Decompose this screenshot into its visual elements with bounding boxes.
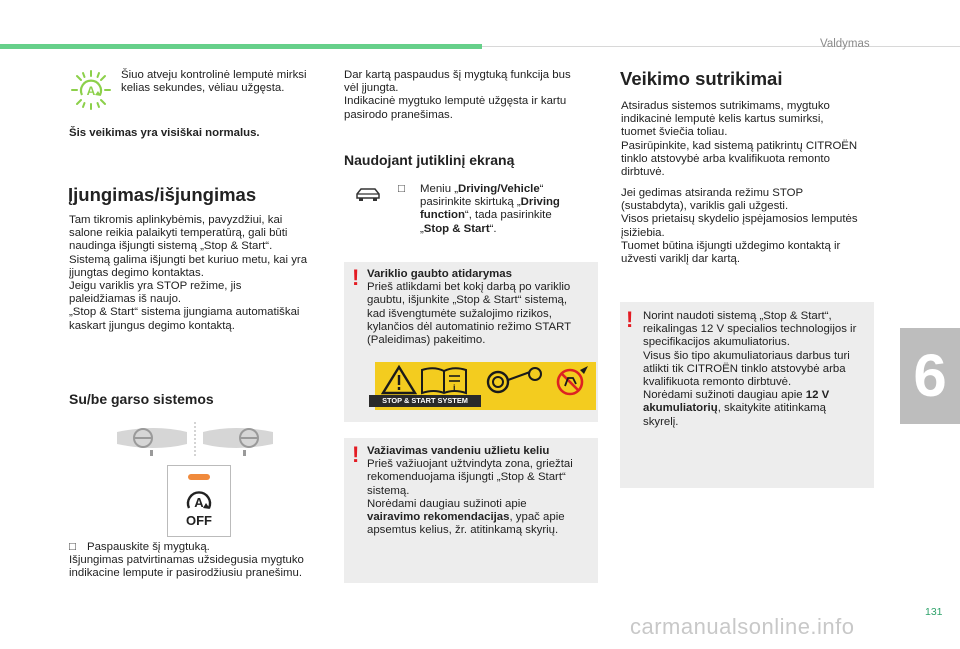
menu-line: [398, 183, 598, 196]
warning-line: skyrelį.: [643, 415, 679, 428]
paragraph-line: salone reikia palaikyti temperatūrą, gali būti: [69, 227, 288, 240]
warning-line: apsemtus kelius, žr. atitinkamą skyrių.: [367, 524, 559, 537]
bullet-icon: □: [398, 183, 405, 195]
warning-exclamation-icon: !: [352, 442, 360, 467]
paragraph-line: Jei gedimas atsiranda režimu STOP: [621, 187, 804, 199]
fault-paragraph-1: [621, 100, 883, 179]
paragraph-line: Pasirūpinkite, kad sistemą patikrintų CITROËN: [621, 139, 858, 152]
indicator-text-line: Šiuo atveju kontrolinė lemputė mirksi: [121, 69, 307, 81]
car-icon: [354, 185, 382, 205]
button-off-label: OFF: [186, 513, 212, 528]
warning-line: (Paleidimas) pakeitimo.: [367, 334, 486, 347]
warning-line: gaubtu, išjunkite „Stop & Start“ sistemą,: [367, 294, 568, 307]
warning-line: Visus šio tipo akumuliatoriaus darbus turi: [643, 349, 850, 362]
button-indicator-led: [188, 474, 210, 480]
press-bullet-text: Paspauskite šį mygtuką.: [87, 541, 210, 553]
paragraph-line: Jeigu variklis yra STOP režime, jis: [69, 280, 242, 293]
warning-line: atlikti tik CITROËN tinklo atstovybė arba: [643, 362, 846, 375]
normal-operation-note: Šis veikimas yra visiškai normalus.: [69, 127, 260, 139]
menu-text: „: [420, 222, 424, 235]
menu-driving-vehicle: Driving/Vehicle: [457, 183, 540, 195]
chapter-number: 6: [913, 342, 947, 409]
auto-stop-indicator-icon: [70, 69, 112, 111]
option-stop-start: Stop & Start: [423, 222, 490, 235]
stop-start-off-button[interactable]: [167, 465, 231, 537]
driving-recommendations-link: vairavimo rekomendacijas: [367, 511, 510, 524]
fault-paragraph-2: [621, 187, 883, 266]
warning-line: kad išvengtumėte sužalojimo rizikos,: [367, 307, 552, 320]
page-number: 131: [925, 606, 943, 618]
warning-text: , skaitykite atitinkamą: [717, 402, 826, 415]
heading-on-off: Įjungimas/išjungimas: [68, 184, 257, 205]
warning-line: [367, 511, 592, 524]
tab-driving: Driving: [520, 196, 560, 209]
menu-text: “.: [489, 222, 497, 235]
warning-exclamation-icon: !: [352, 265, 360, 290]
paragraph-line: naudinga išjungti sistemą „Stop & Start“.: [69, 240, 273, 253]
watermark: carmanualsonline.info: [630, 614, 855, 639]
warning-title: Važiavimas vandeniu užlietu keliu: [367, 445, 550, 457]
repeat-line: vėl įjungta.: [344, 82, 399, 95]
paragraph-line: dirbtuvė.: [621, 166, 665, 179]
menu-line: [398, 209, 598, 222]
svg-text:i: i: [453, 383, 456, 393]
menu-text: pasirinkite skirtuką „: [420, 196, 521, 209]
warning-line: Norint naudoti sistemą „Stop & Start“,: [643, 310, 832, 322]
paragraph-line: Sistemą galima išjungti bet kuriuo metu, kai yra: [69, 253, 308, 266]
paragraph-line: Tuomet būtina išjungti uždegimo kontaktą ir: [621, 239, 841, 252]
menu-text: “: [539, 183, 544, 195]
heading-sound-systems: Su/be garso sistemos: [69, 391, 214, 407]
paragraph-line: „Stop & Start“ sistema įjungiama automatiškai: [69, 306, 300, 319]
svg-text:A: A: [86, 84, 96, 98]
warning-line: specifikacijos akumuliatorius.: [643, 336, 790, 349]
repeat-line: pasirodo pranešimas.: [344, 108, 453, 121]
warning-line: reikalingas 12 V specialios technologijos ir: [643, 323, 857, 336]
warning-hood-text: [367, 268, 592, 347]
tab-function: function: [420, 209, 465, 222]
paragraph-line: kaskart įjungus degimo kontaktą.: [69, 319, 235, 332]
header-divider: [482, 46, 960, 47]
warning-line: kvalifikuota remonto dirbtuvė.: [643, 376, 792, 389]
header-accent-bar: [0, 44, 482, 49]
warning-line: rekomenduojama išjungti „Stop & Start“: [367, 471, 566, 484]
auto-stop-off-icon: [183, 486, 215, 514]
no-hand-icon: [558, 366, 588, 394]
warning-flood-text: [367, 445, 592, 537]
warning-line: [643, 402, 871, 415]
warning-icon: [383, 367, 415, 393]
menu-text: Meniu „: [420, 183, 458, 195]
warning-text: , ypač apie: [509, 511, 565, 524]
paragraph-line: užvesti variklį dar kartą.: [621, 253, 741, 266]
warning-line: Norėdami daugiau sužinoti apie: [367, 497, 527, 510]
press-line: indikacine lempute ir pasirodžiusiu pranešimu.: [69, 567, 302, 580]
warning-text: Norėdami sužinoti daugiau apie: [643, 389, 806, 402]
paragraph-line: Atsiradus sistemos sutrikimams, mygtuko: [621, 100, 830, 112]
repeat-line: Dar kartą paspaudus šį mygtuką funkcija bus: [344, 69, 571, 81]
warning-line: sistemą.: [367, 484, 410, 497]
on-off-paragraph: [69, 214, 334, 333]
manual-icon: [422, 368, 466, 393]
paragraph-line: indikacinė lemputė kelis kartus sumirksi,: [621, 113, 824, 126]
warning-exclamation-icon: !: [626, 307, 634, 332]
warning-line: [643, 389, 871, 402]
paragraph-line: įjungtas degimo kontaktas.: [69, 266, 204, 279]
battery-link: akumuliatorių: [643, 402, 718, 415]
warning-line: kylančios dėl automatinio režimo START: [367, 320, 572, 333]
paragraph-line: tinklo atstovybė arba kvalifikuota remonto: [621, 152, 830, 165]
paragraph-line: Visos prietaisų skydelio įspėjamosios lemputės: [621, 213, 858, 226]
stop-start-system-text: STOP & START SYSTEM: [369, 395, 481, 407]
warning-line: Prieš važiuojant užtvindyta zona, griežtai: [367, 458, 573, 471]
menu-instructions: [398, 183, 598, 236]
warning-battery-text: [643, 310, 871, 429]
dashboard-illustration: [115, 420, 275, 460]
bullet-icon: □: [69, 541, 76, 553]
menu-line: [398, 196, 598, 209]
paragraph-line: tuomet šviečia toliau.: [621, 126, 728, 139]
warning-title: Variklio gaubto atidarymas: [367, 268, 512, 280]
paragraph-line: Tam tikromis aplinkybėmis, pavyzdžiui, kai: [69, 214, 283, 226]
battery-voltage: 12 V: [805, 389, 830, 402]
paragraph-line: paleidžiamas iš naujo.: [69, 293, 182, 306]
paragraph-line: įsižiebia.: [621, 226, 665, 239]
heading-touch-screen: Naudojant jutiklinį ekraną: [344, 152, 515, 168]
press-bullet: [69, 541, 339, 554]
menu-line: [398, 223, 598, 236]
fan-belt-icon: [488, 368, 541, 392]
label-pictograms: [380, 364, 595, 396]
svg-text:A: A: [194, 495, 204, 510]
paragraph-line: (sustabdyta), variklis gali užgesti.: [621, 200, 789, 213]
indicator-text-line: kelias sekundes, vėliau užgęsta.: [121, 82, 285, 95]
section-title: Valdymas: [820, 38, 870, 50]
menu-text: “, tada pasirinkite: [464, 209, 552, 222]
press-line: Išjungimas patvirtinamas užsidegusia mygtuko: [69, 554, 304, 567]
warning-line: Prieš atlikdami bet kokį darbą po variklio: [367, 281, 571, 294]
repeat-line: Indikacinė mygtuko lemputė užgęsta ir kartu: [344, 95, 567, 108]
heading-malfunctions: Veikimo sutrikimai: [620, 68, 783, 89]
